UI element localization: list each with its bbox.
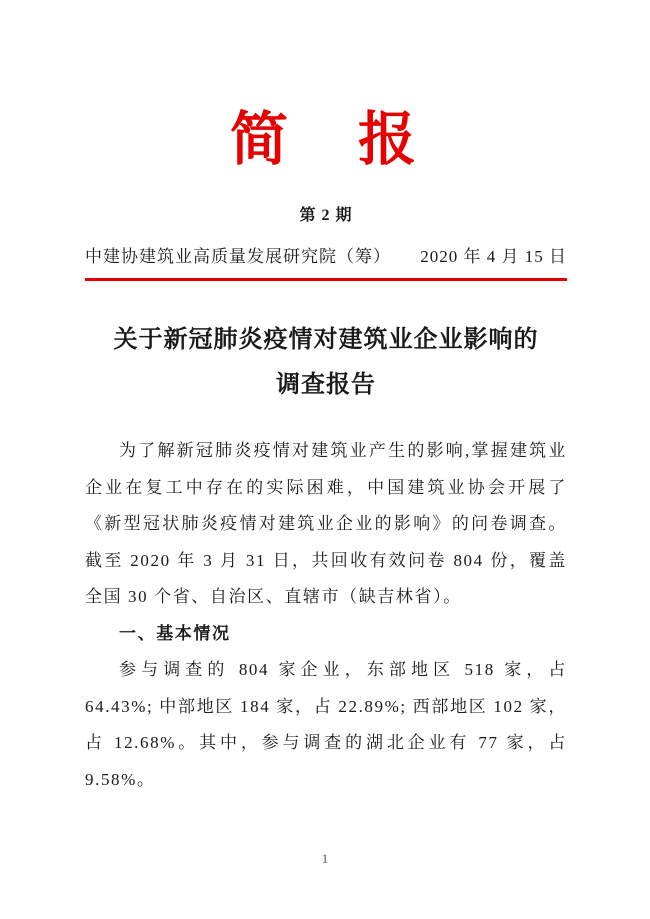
bulletin-masthead-title: 简 报 bbox=[229, 107, 422, 172]
report-body bbox=[85, 433, 567, 798]
report-title bbox=[85, 318, 567, 408]
report-title-line2: 调查报告 bbox=[276, 372, 376, 398]
section-1-heading: 一、基本情况 bbox=[119, 623, 231, 643]
publication-date: 2020 年 4 月 15 日 bbox=[420, 247, 567, 266]
publishing-organization: 中建协建筑业高质量发展研究院（筹） bbox=[85, 247, 391, 266]
section-1-paragraph: 参与调查的 804 家企业，东部地区 518 家，占 64.43%; 中部地区 184 家，占 22.89%; 西部地区 102 家，占 12.68%。其中，参与调查的湖北企业有 77 家，占 9.58%。 bbox=[85, 660, 567, 789]
issue-number: 第 2 期 bbox=[299, 207, 353, 224]
masthead-divider-rule bbox=[85, 278, 567, 281]
page-number: 1 bbox=[321, 851, 329, 866]
report-title-line1: 关于新冠肺炎疫情对建筑业企业影响的 bbox=[113, 327, 539, 353]
intro-paragraph: 为了解新冠肺炎疫情对建筑业产生的影响,掌握建筑业企业在复工中存在的实际困难，中国建筑业协会开展了《新型冠状肺炎疫情对建筑业企业的影响》的问卷调查。截至 2020 年 3 月 31 日，共回收有效问卷 804 份，覆盖全国 30 个省、自治区、直辖市（缺吉林省）。 bbox=[85, 441, 567, 606]
masthead-byline-row bbox=[85, 242, 567, 267]
